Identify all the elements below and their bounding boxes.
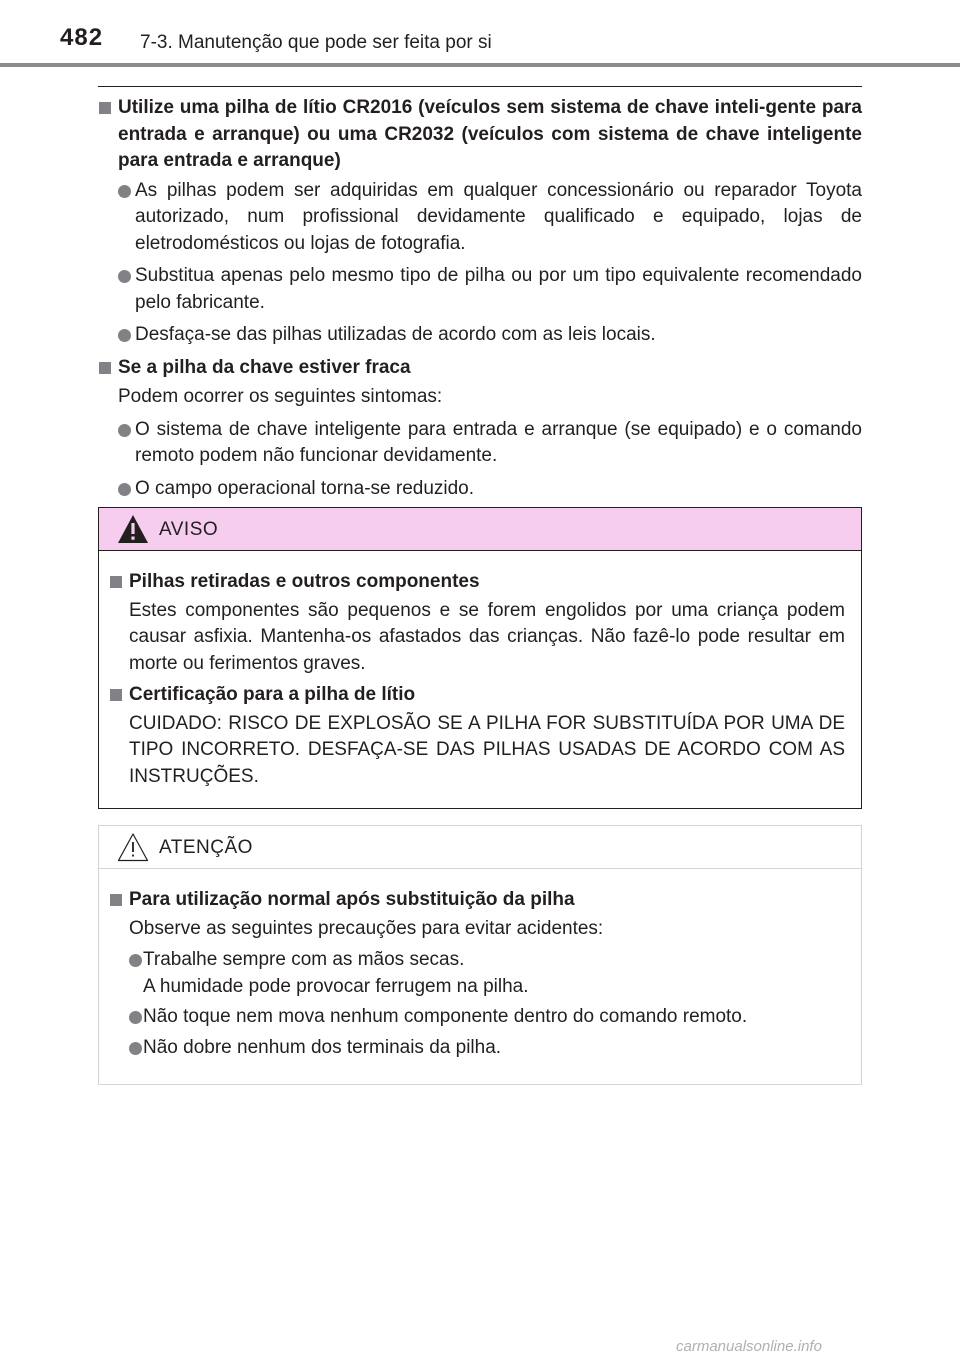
list-item-text: As pilhas podem ser adquiridas em qualquer concessionário ou reparador Toyota autorizado, num profissional devidamente qualificado e equipado, lojas de eletrodomésticos ou lojas de fotografia. bbox=[135, 179, 862, 254]
section-heading-text: Se a pilha da chave estiver fraca bbox=[118, 356, 411, 378]
list-item bbox=[109, 1004, 845, 1031]
square-bullet-icon bbox=[110, 576, 122, 588]
round-bullet-icon bbox=[129, 1011, 142, 1024]
warning-box-body bbox=[99, 551, 861, 790]
square-bullet-icon bbox=[110, 894, 122, 906]
list-item-line: A humidade pode provocar ferrugem na pilha. bbox=[143, 975, 529, 997]
warning-item-heading bbox=[109, 682, 845, 709]
square-bullet-icon bbox=[99, 102, 111, 114]
round-bullet-icon bbox=[118, 185, 131, 198]
list-item-text: O sistema de chave inteligente para entrada e arranque (se equipado) e o comando remoto podem não funcionar devidamente. bbox=[135, 418, 862, 466]
warning-box bbox=[98, 507, 862, 809]
chapter-title: 7-3. Manutenção que pode ser feita por si bbox=[140, 32, 492, 53]
square-bullet-icon bbox=[110, 689, 122, 701]
round-bullet-icon bbox=[118, 270, 131, 283]
caution-triangle-icon bbox=[117, 832, 149, 862]
caution-box-body bbox=[99, 869, 861, 1061]
caution-heading bbox=[109, 887, 845, 914]
warning-item-heading bbox=[109, 569, 845, 596]
square-bullet-icon bbox=[99, 362, 111, 374]
list-item bbox=[109, 1035, 845, 1062]
warning-item-heading-text: Certificação para a pilha de lítio bbox=[129, 684, 416, 705]
main-content bbox=[98, 95, 862, 508]
caution-box bbox=[98, 825, 862, 1085]
list-item bbox=[98, 263, 862, 316]
list-item bbox=[98, 417, 862, 470]
caution-label: ATENÇÃO bbox=[159, 837, 253, 858]
warning-triangle-icon bbox=[117, 514, 149, 544]
round-bullet-icon bbox=[118, 329, 131, 342]
list-item-line: Trabalhe sempre com as mãos secas. bbox=[143, 949, 465, 970]
round-bullet-icon bbox=[129, 1042, 142, 1055]
warning-item-text: Estes componentes são pequenos e se forem engolidos por uma criança podem causar asfixia. Mantenha-os afastados das crianças. Não fazê-lo pode resultar em morte ou ferimentos graves. bbox=[129, 599, 845, 674]
watermark: carmanualsonline.info bbox=[676, 1338, 822, 1355]
section-heading bbox=[98, 95, 862, 175]
caution-intro: Observe as seguintes precauções para evitar acidentes: bbox=[129, 917, 604, 939]
list-item-text: Não dobre nenhum dos terminais da pilha. bbox=[143, 1036, 502, 1058]
section-intro: Podem ocorrer os seguintes sintomas: bbox=[118, 386, 443, 407]
header-rule bbox=[0, 63, 960, 67]
list-item bbox=[98, 178, 862, 258]
warning-label: AVISO bbox=[159, 519, 219, 540]
section-rule bbox=[98, 86, 862, 87]
list-item-text: Não toque nem mova nenhum componente dentro do comando remoto. bbox=[143, 1006, 748, 1027]
page-number: 482 bbox=[60, 24, 104, 51]
warning-box-header bbox=[99, 508, 861, 551]
list-item bbox=[98, 322, 862, 349]
list-item bbox=[109, 947, 845, 1000]
list-item bbox=[98, 476, 862, 503]
list-item-text: Desfaça-se das pilhas utilizadas de acordo com as leis locais. bbox=[135, 324, 656, 345]
list-item-text: Substitua apenas pelo mesmo tipo de pilha ou por um tipo equivalente recomendado pelo fabricante. bbox=[135, 265, 862, 313]
warning-item-text: CUIDADO: RISCO DE EXPLOSÃO SE A PILHA FOR SUBSTITUÍDA POR UMA DE TIPO INCORRETO. DESFAÇA-SE DAS PILHAS USADAS DE ACORDO COM AS INSTRUÇÕES. bbox=[129, 712, 845, 787]
list-item-text: O campo operacional torna-se reduzido. bbox=[135, 477, 475, 499]
round-bullet-icon bbox=[118, 483, 131, 496]
round-bullet-icon bbox=[129, 954, 142, 967]
section-heading-text: Utilize uma pilha de lítio CR2016 (veículos sem sistema de chave inteli-gente para entrada e arranque) ou uma CR2032 (veículos com sistema de chave inteligente para entrada e arranque) bbox=[118, 97, 862, 171]
round-bullet-icon bbox=[118, 424, 131, 437]
section-heading bbox=[98, 355, 862, 382]
caution-heading-text: Para utilização normal após substituição da pilha bbox=[129, 889, 575, 910]
caution-box-header bbox=[99, 826, 861, 869]
warning-item-heading-text: Pilhas retiradas e outros componentes bbox=[129, 571, 480, 592]
